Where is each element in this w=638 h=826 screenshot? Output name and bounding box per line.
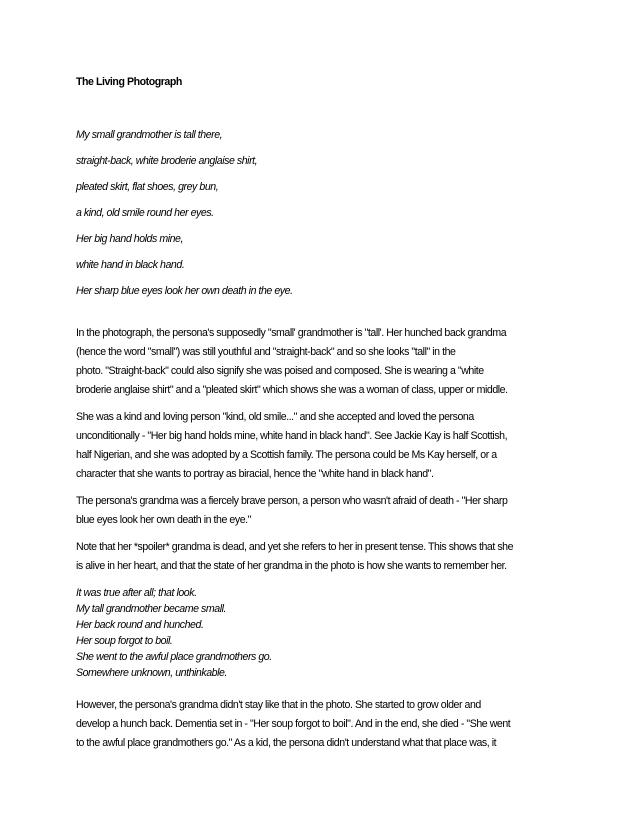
paragraph-4-line: Note that her *spoiler* grandma is dead, and yet she refers to her in present tense. This shows that she bbox=[76, 541, 514, 553]
poem-2-line: Somewhere unknown, unthinkable. bbox=[76, 667, 227, 679]
paragraph-2-line: unconditionally - "Her big hand holds mine, white hand in black hand". See Jackie Kay is half Scottish, bbox=[76, 430, 508, 442]
poem-2-line: She went to the awful place grandmothers go. bbox=[76, 651, 272, 663]
poem-1-line: Her big hand holds mine, bbox=[76, 233, 183, 245]
paragraph-4-line: is alive in her heart, and that the state of her grandma in the photo is how she wants to remember her. bbox=[76, 560, 507, 572]
paragraph-5-line: However, the persona's grandma didn't stay like that in the photo. She started to grow older and bbox=[76, 699, 481, 711]
poem-1-line: pleated skirt, flat shoes, grey bun, bbox=[76, 181, 219, 193]
paragraph-1-line: In the photograph, the persona's supposedly "small' grandmother is "tall'. Her hunched back grandma bbox=[76, 327, 507, 339]
paragraph-2-line: She was a kind and loving person "kind, old smile..." and she accepted and loved the persona bbox=[76, 411, 474, 423]
paragraph-5-line: to the awful place grandmothers go." As a kid, the persona didn't understand what that place was, it bbox=[76, 737, 497, 749]
paragraph-5-line: develop a hunch back. Dementia set in - "Her soup forgot to boil". And in the end, she died - "She went bbox=[76, 718, 511, 730]
poem-1-line: Her sharp blue eyes look her own death in the eye. bbox=[76, 285, 293, 297]
poem-2-line: It was true after all; that look. bbox=[76, 587, 197, 599]
poem-1-line: straight-back, white broderie anglaise shirt, bbox=[76, 155, 258, 167]
paragraph-1-line: broderie anglaise shirt" and a "pleated skirt" which shows she was a woman of class, upper or middle. bbox=[76, 384, 508, 396]
document-title: The Living Photograph bbox=[76, 76, 182, 88]
paragraph-3-line: blue eyes look her own death in the eye." bbox=[76, 514, 251, 526]
paragraph-3-line: The persona's grandma was a fiercely brave person, a person who wasn't afraid of death - "Her sharp bbox=[76, 495, 508, 507]
paragraph-2-line: half Nigerian, and she was adopted by a Scottish family. The persona could be Ms Kay herself, or a bbox=[76, 449, 497, 461]
poem-2-line: My tall grandmother became small. bbox=[76, 603, 227, 615]
paragraph-2-line: character that she wants to portray as biracial, hence the "white hand in black hand". bbox=[76, 468, 434, 480]
paragraph-1-line: (hence the word "small") was still youthful and "straight-back" and so she looks "tall" in the bbox=[76, 346, 456, 358]
paragraph-1-line: photo. "Straight-back" could also signify she was poised and composed. She is wearing a "white bbox=[76, 365, 484, 377]
poem-1-line: a kind, old smile round her eyes. bbox=[76, 207, 214, 219]
poem-1-line: white hand in black hand. bbox=[76, 259, 185, 271]
poem-2-line: Her soup forgot to boil. bbox=[76, 635, 173, 647]
poem-2-line: Her back round and hunched. bbox=[76, 619, 204, 631]
poem-1-line: My small grandmother is tall there, bbox=[76, 129, 223, 141]
document-page bbox=[76, 0, 576, 826]
